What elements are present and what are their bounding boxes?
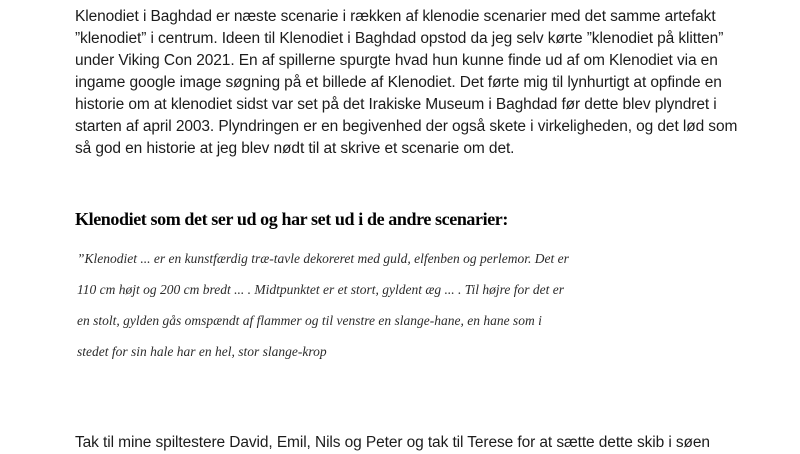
quote-line-1: ”Klenodiet ... er en kunstfærdig træ-tavle dekoreret med guld, elfenben og perlemor. Det er xyxy=(77,251,569,266)
intro-line-6: starten af april 2003. Plyndringen er en begivenhed der også skete i virkeligheden, og det lød som xyxy=(75,118,738,135)
acknowledgement-line: Tak til mine spiltestere David, Emil, Nils og Peter og tak til Terese for at sætte dette skib i søen xyxy=(75,434,710,451)
intro-line-5: historie om at klenodiet sidst var set på det Irakiske Museum i Baghdad før dette blev plyndret i xyxy=(75,96,717,113)
intro-line-1: Klenodiet i Baghdad er næste scenarie i rækken af klenodie scenarier med det samme artefakt xyxy=(75,8,716,25)
quote-line-4: stedet for sin hale har en hel, stor slange-krop xyxy=(77,344,327,359)
intro-line-4: ingame google image søgning på et billede af Klenodiet. Det førte mig til lynhurtigt at opfinde en xyxy=(75,74,722,91)
intro-paragraph xyxy=(75,6,755,160)
quote-line-3: en stolt, gylden gås omspændt af flammer og til venstre en slange-hane, en hane som i xyxy=(77,313,542,328)
intro-line-3: under Viking Con 2021. En af spillerne spurgte hvad hun kunne finde ud af om Klenodiet via en xyxy=(75,52,718,69)
quote-line-2: 110 cm højt og 200 cm bredt ... . Midtpunktet er et stort, gyldent æg ... . Til højre for det er xyxy=(77,282,564,297)
intro-line-7: så god en historie at jeg blev nødt til at skrive et scenarie om det. xyxy=(75,140,515,157)
quote-block xyxy=(77,243,717,367)
section-heading: Klenodiet som det ser ud og har set ud i de andre scenarier: xyxy=(75,209,508,229)
intro-line-2: ”klenodiet” i centrum. Ideen til Klenodiet i Baghdad opstod da jeg selv kørte ”klenodiet på klitten” xyxy=(75,30,724,47)
